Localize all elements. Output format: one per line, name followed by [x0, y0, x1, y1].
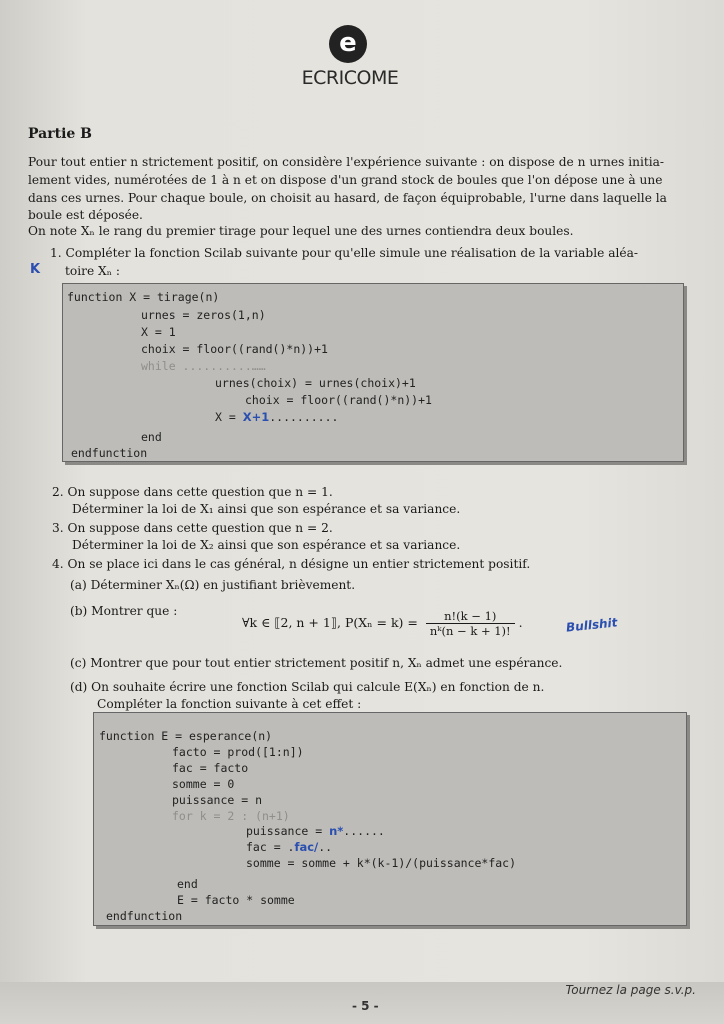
intro-line-1: Pour tout entier n strictement positif, on considère l'expérience suivante : on dispose de n urnes initia- [28, 155, 665, 169]
code-line: puissance = n [172, 793, 263, 807]
code-line: function E = esperance(n) [99, 729, 273, 743]
question-4d-text: (d) On souhaite écrire une fonction Scilab qui calcule E(Xₙ) en fonction de n. [70, 680, 545, 694]
intro-line-2: lement vides, numérotées de 1 à n et on dispose d'un grand stock de boules que l'on dépose une à une [28, 173, 663, 187]
brand-name: ECRICOME [301, 67, 399, 89]
part-title: Partie B [28, 126, 92, 142]
question-3-text: 3. On suppose dans cette question que n = 2. [52, 521, 333, 535]
question-4d-text-cont: Compléter la fonction suivante à cet effet : [97, 697, 362, 711]
question-4a-text: (a) Déterminer Xₙ(Ω) en justifiant brièvement. [70, 578, 356, 592]
question-4c-text: (c) Montrer que pour tout entier strictement positif n, Xₙ admet une espérance. [70, 656, 563, 670]
handwritten-answer: X+1 [242, 410, 270, 424]
code-line: X = 1 [141, 325, 176, 339]
question-1-text: 1. Compléter la fonction Scilab suivante pour qu'elle simule une réalisation de la variable aléa- [50, 246, 638, 260]
code-line: fac = facto [172, 761, 249, 775]
code-line: endfunction [71, 446, 148, 460]
code-line: E = facto * somme [177, 893, 295, 907]
code-line: somme = 0 [172, 777, 235, 791]
question-1-text-cont: toire Xₙ : [65, 264, 120, 278]
code-line: puissance = n*...... [246, 824, 385, 838]
code-line: urnes(choix) = urnes(choix)+1 [215, 376, 416, 390]
code-line: end [141, 430, 162, 444]
code-line: choix = floor((rand()*n))+1 [141, 342, 328, 356]
handwritten-answer: fac/ [294, 840, 319, 854]
code-line-while: while ..........…… [141, 359, 266, 373]
code-line: end [177, 877, 198, 891]
intro-line-5: On note Xₙ le rang du premier tirage pour lequel une des urnes contiendra deux boules. [28, 224, 574, 238]
code-line: function X = tirage(n) [67, 290, 220, 304]
code-line-for: for k = 2 : (n+1) [172, 809, 290, 823]
code-line: fac = .fac/.. [246, 840, 333, 854]
handwritten-answer: n* [329, 824, 344, 838]
code-line: choix = floor((rand()*n))+1 [245, 393, 432, 407]
handwritten-note: Bullshit [565, 615, 619, 635]
formula-numerator: n!(k − 1) [426, 609, 515, 624]
question-3-detail: Déterminer la loi de X₂ ainsi que son espérance et sa variance. [72, 538, 461, 552]
probability-formula: ∀k ∈ ⟦2, n + 1⟧, P(Xₙ = k) = $\frac{n!(k - 1)}{\text{nᵏ(n − k + 1)!}}$ . [242, 609, 523, 638]
page-number: - 5 - [352, 999, 379, 1013]
margin-mark: K [30, 262, 41, 277]
question-4b-text: (b) Montrer que : [70, 604, 178, 618]
question-2-detail: Déterminer la loi de X₁ ainsi que son espérance et sa variance. [72, 502, 461, 516]
question-2-text: 2. On suppose dans cette question que n = 1. [52, 485, 333, 499]
code-line: endfunction [106, 909, 183, 923]
code-line: facto = prod([1:n]) [172, 745, 304, 759]
formula-denominator: nᵏ(n − k + 1)! [429, 624, 511, 638]
turn-page-note: Tournez la page s.v.p. [565, 983, 696, 997]
intro-line-3: dans ces urnes. Pour chaque boule, on choisit au hasard, de façon équiprobable, l'urne dans laquelle la [28, 191, 667, 205]
code-line: urnes = zeros(1,n) [141, 308, 266, 322]
code-line: somme = somme + k*(k-1)/(puissance*fac) [246, 856, 517, 870]
code-block-tirage [62, 283, 684, 462]
question-4-text: 4. On se place ici dans le cas général, n désigne un entier strictement positif. [52, 557, 531, 571]
code-block-esperance [93, 712, 687, 926]
brand-logo-icon: e [329, 25, 367, 63]
intro-line-4: boule est déposée. [28, 208, 143, 222]
code-line: X = X+1.......... [215, 410, 339, 424]
